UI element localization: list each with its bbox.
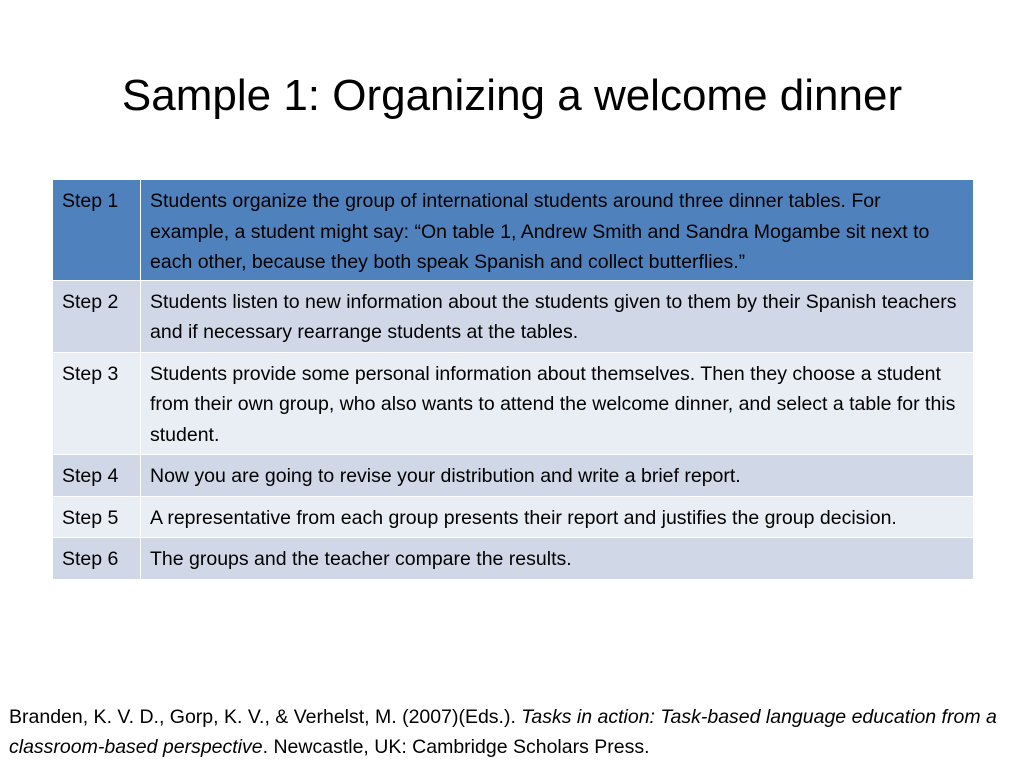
step-label: Step 6 — [53, 538, 141, 580]
step-description: Students provide some personal information about themselves. Then they choose a student from their own group, who also wants to attend the welcome dinner, and select a table for this student. — [141, 352, 974, 455]
step-description: Students organize the group of international students around three dinner tables. For example, a student might say: “On table 1, Andrew Smith and Sandra Mogambe sit next to each other, because they both speak Spanish and collect butterflies.” — [141, 180, 974, 281]
step-description: The groups and the teacher compare the results. — [141, 538, 974, 580]
slide-title: Sample 1: Organizing a welcome dinner — [121, 71, 903, 120]
table-row — [53, 352, 974, 455]
step-label: Step 4 — [53, 455, 141, 497]
citation-publisher: . Newcastle, UK: Cambridge Scholars Press. — [262, 736, 650, 758]
table-row — [53, 180, 974, 281]
table-row — [53, 496, 974, 538]
step-label: Step 2 — [53, 280, 141, 352]
citation-authors: Branden, K. V. D., Gorp, K. V., & Verhelst, M. (2007)(Eds.). — [9, 706, 522, 728]
step-description: Now you are going to revise your distribution and write a brief report. — [141, 455, 974, 497]
table-row — [53, 280, 974, 352]
step-description: Students listen to new information about the students given to them by their Spanish teachers and if necessary rearrange students at the tables. — [141, 280, 974, 352]
step-description: A representative from each group presents their report and justifies the group decision. — [141, 496, 974, 538]
table-row — [53, 455, 974, 497]
step-label: Step 5 — [53, 496, 141, 538]
citation-book-title: Tasks in action: Task-based language education from a classroom-based perspective — [9, 706, 997, 758]
step-label: Step 3 — [53, 352, 141, 455]
citation — [9, 702, 1014, 762]
steps-table — [52, 179, 974, 580]
table-row — [53, 538, 974, 580]
step-label: Step 1 — [53, 180, 141, 281]
